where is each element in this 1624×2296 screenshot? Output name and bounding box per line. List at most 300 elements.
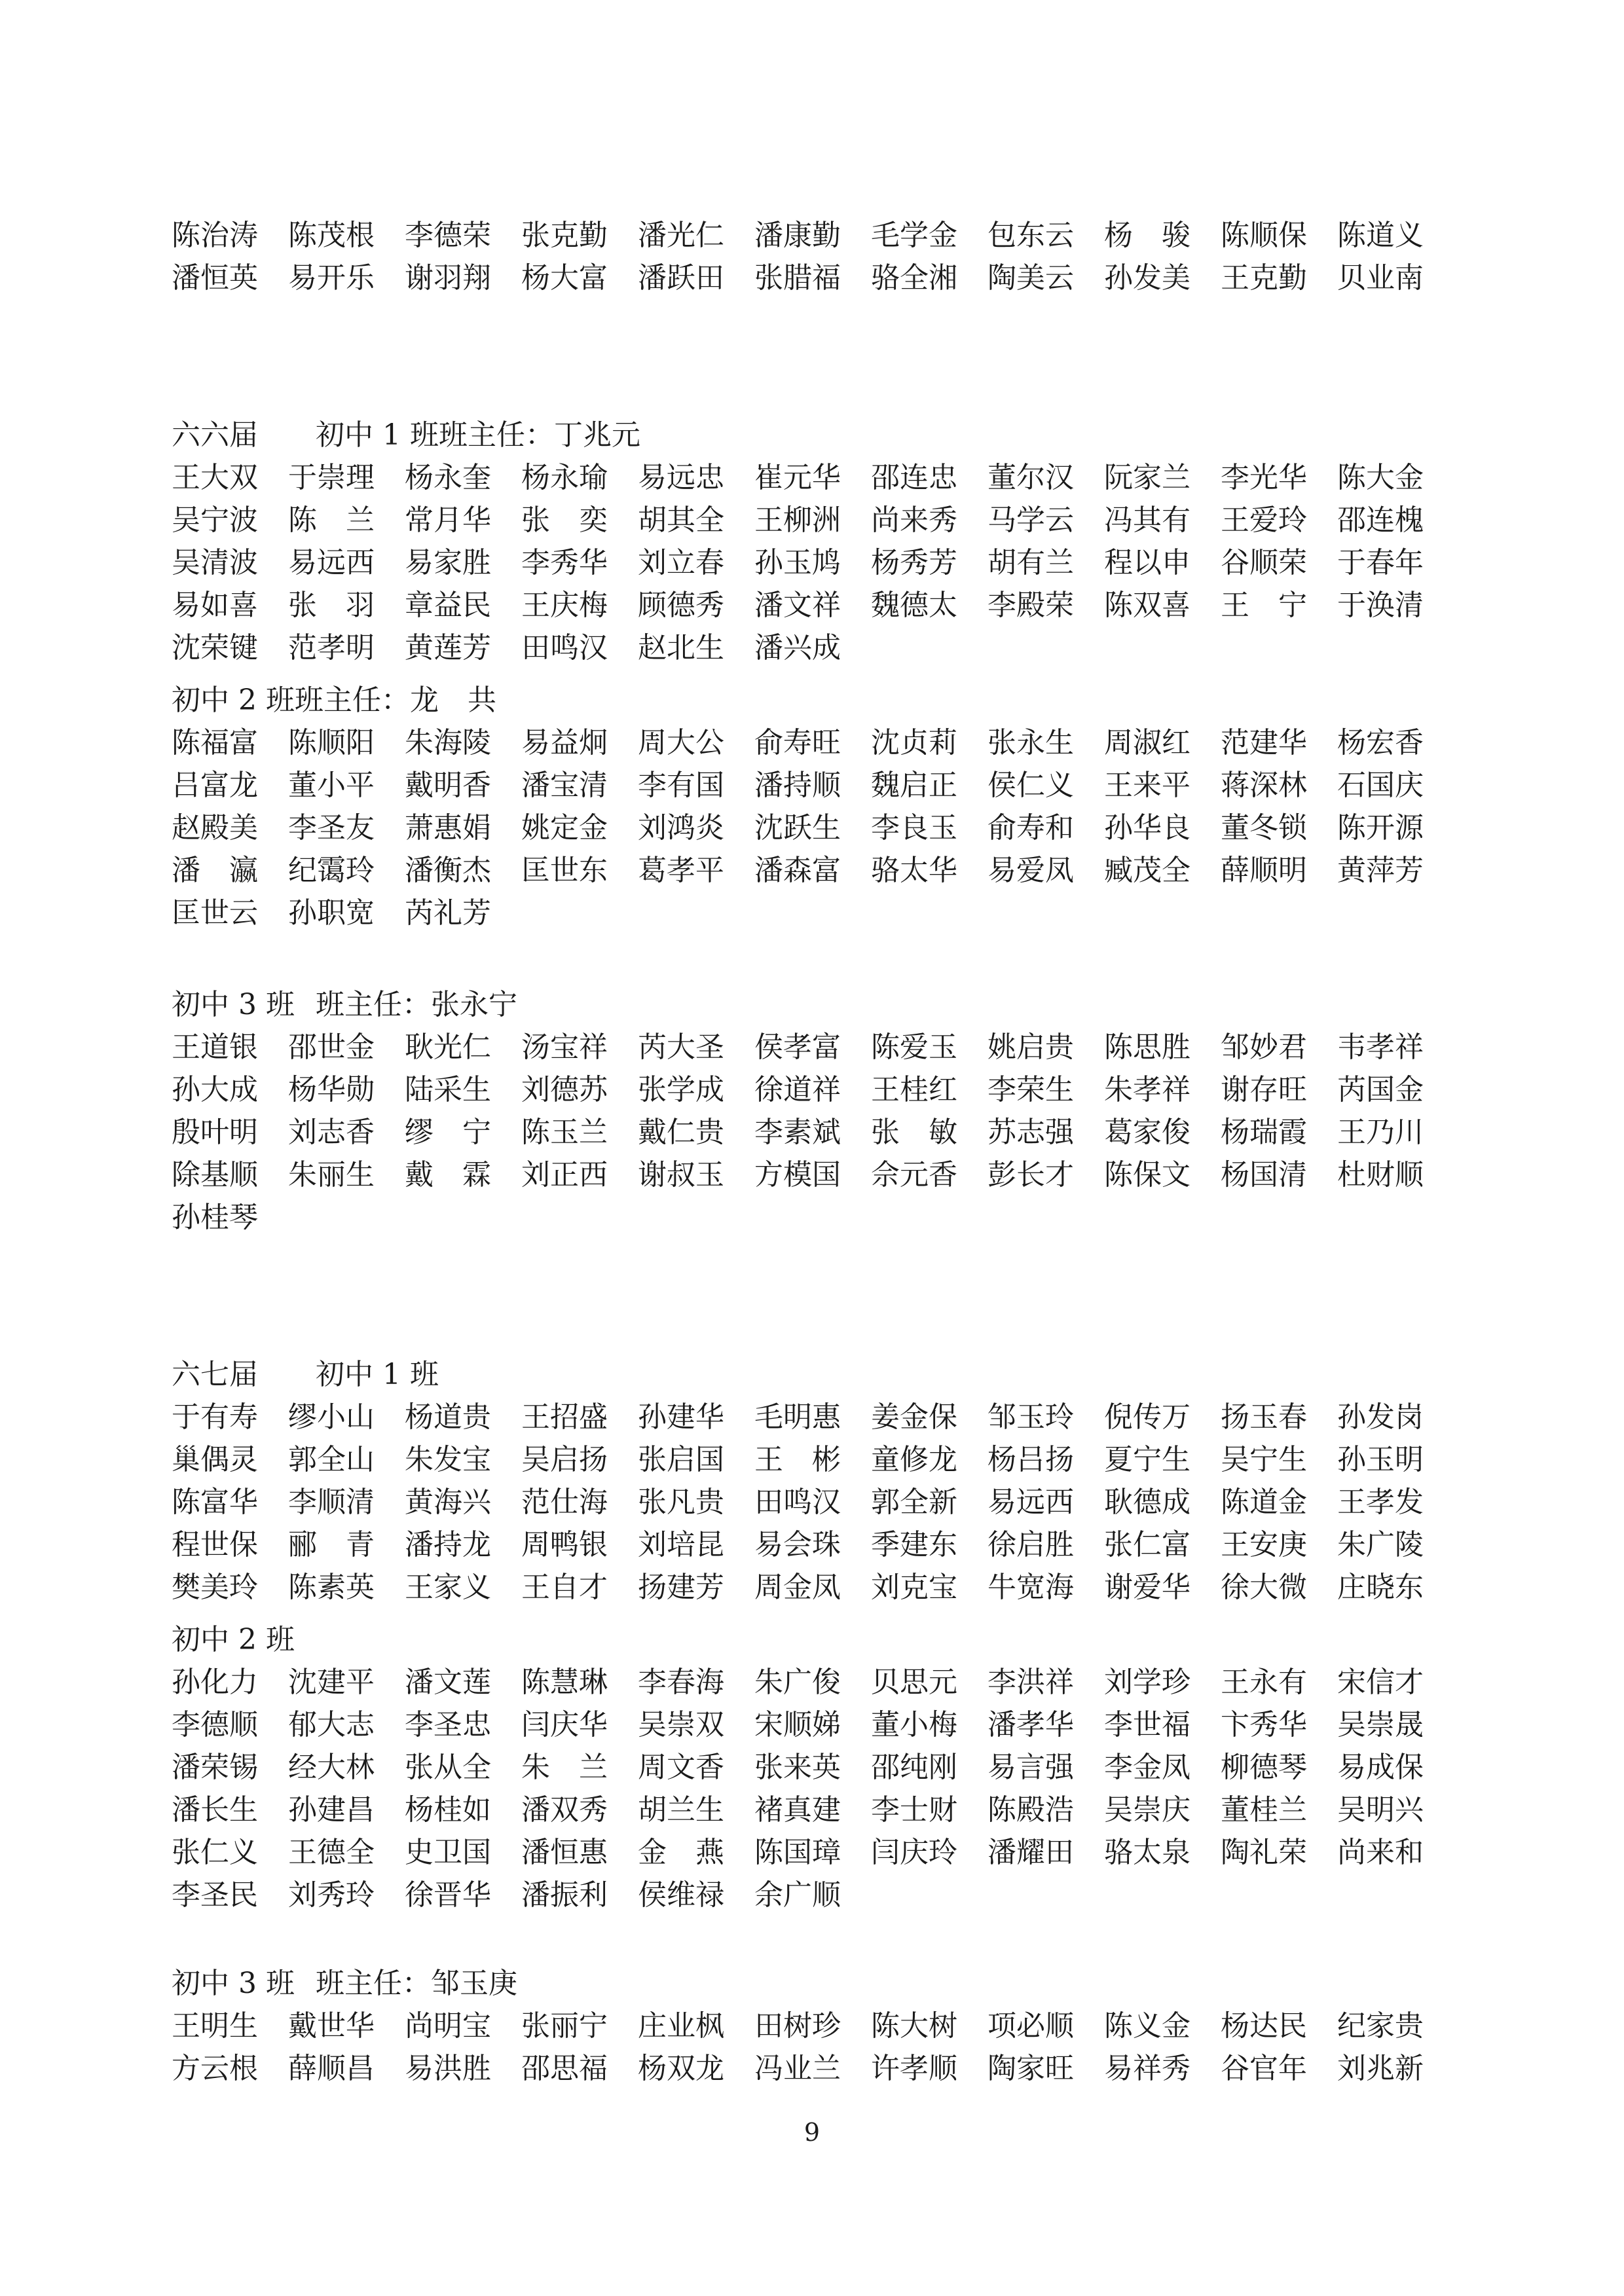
student-name: 史卫国 [405, 1836, 491, 1869]
student-name: 纪家贵 [1337, 2009, 1424, 2043]
name-row [172, 894, 521, 933]
student-name: 郦 青 [288, 1528, 375, 1561]
student-name: 夏宁生 [1104, 1443, 1190, 1476]
student-name: 李光华 [1221, 461, 1307, 494]
student-name: 陶家旺 [987, 2052, 1074, 2085]
student-name: 孙发岗 [1337, 1400, 1424, 1434]
student-name: 张 奕 [521, 503, 608, 537]
student-name: 潘荣锡 [172, 1751, 258, 1784]
student-name: 陈顺保 [1221, 219, 1307, 252]
student-name: 陈思胜 [1104, 1030, 1190, 1064]
student-name: 余广顺 [754, 1878, 841, 1912]
student-name: 彭长才 [987, 1158, 1074, 1192]
name-row [172, 259, 1454, 298]
student-name: 张 敏 [871, 1116, 957, 1149]
heading-class-label: 六七届 [172, 1358, 258, 1391]
student-name: 缪小山 [288, 1400, 375, 1434]
student-name: 孙化力 [172, 1666, 258, 1699]
name-row [172, 1198, 288, 1237]
student-name: 匡世云 [172, 896, 258, 930]
student-name: 郭全新 [871, 1485, 957, 1519]
student-name: 陈素英 [288, 1571, 375, 1604]
student-name: 潘文祥 [754, 589, 841, 622]
student-name: 包东云 [987, 219, 1074, 252]
student-name: 方云根 [172, 2052, 258, 2085]
student-name: 闫庆华 [521, 1708, 608, 1741]
student-name: 潘耀田 [987, 1836, 1074, 1869]
name-row [172, 586, 1454, 625]
student-name: 陶礼荣 [1221, 1836, 1307, 1869]
student-name: 陈爱玉 [871, 1030, 957, 1064]
student-name: 陈道义 [1337, 219, 1424, 252]
student-name: 季建东 [871, 1528, 957, 1561]
student-name: 戴明香 [405, 769, 491, 802]
student-name: 李荣生 [987, 1073, 1074, 1106]
student-name: 蒋深林 [1221, 769, 1307, 802]
student-name: 吴崇双 [638, 1708, 724, 1741]
student-name: 陈玉兰 [521, 1116, 608, 1149]
student-name: 张仁义 [172, 1836, 258, 1869]
student-name: 李圣友 [288, 811, 375, 845]
student-name: 殷叶明 [172, 1116, 258, 1149]
student-name: 范孝明 [288, 631, 375, 665]
student-name: 金 燕 [638, 1836, 724, 1869]
student-name: 薛顺昌 [288, 2052, 375, 2085]
student-name: 谢存旺 [1221, 1073, 1307, 1106]
student-name: 李有国 [638, 769, 724, 802]
student-name: 芮礼芳 [405, 896, 491, 930]
student-name: 佘元香 [871, 1158, 957, 1192]
student-name: 陈殿浩 [987, 1793, 1074, 1827]
student-name: 方模国 [754, 1158, 841, 1192]
student-name: 陈顺阳 [288, 726, 375, 759]
student-name: 易爱凤 [987, 854, 1074, 887]
student-name: 孙华良 [1104, 811, 1190, 845]
student-name: 董尔汉 [987, 461, 1074, 494]
student-name: 芮国金 [1337, 1073, 1424, 1106]
name-row [172, 1525, 1454, 1565]
name-row [172, 1876, 871, 1915]
student-name: 潘振利 [521, 1878, 608, 1912]
student-name: 张永生 [987, 726, 1074, 759]
name-row [172, 1070, 1454, 1110]
student-name: 周鸭银 [521, 1528, 608, 1561]
heading-class-label: 初中 2 班 [172, 1623, 295, 1656]
student-name: 贝思元 [871, 1666, 957, 1699]
student-name: 许孝顺 [871, 2052, 957, 2085]
student-name: 李德顺 [172, 1708, 258, 1741]
student-name: 张启国 [638, 1443, 724, 1476]
student-name: 沈建平 [288, 1666, 375, 1699]
section-heading [172, 681, 496, 720]
student-name: 潘 瀛 [172, 854, 258, 887]
student-name: 杨道贵 [405, 1400, 491, 1434]
student-name: 倪传万 [1104, 1400, 1190, 1434]
student-name: 易家胜 [405, 546, 491, 579]
student-name: 易远西 [288, 546, 375, 579]
student-name: 王爱玲 [1221, 503, 1307, 537]
student-name: 陈道金 [1221, 1485, 1307, 1519]
student-name: 刘克宝 [871, 1571, 957, 1604]
student-name: 宋信才 [1337, 1666, 1424, 1699]
student-name: 于涣清 [1337, 589, 1424, 622]
student-name: 李金凤 [1104, 1751, 1190, 1784]
student-name: 经大林 [288, 1751, 375, 1784]
student-name: 吕富龙 [172, 769, 258, 802]
student-name: 姜金保 [871, 1400, 957, 1434]
student-name: 刘秀玲 [288, 1878, 375, 1912]
student-name: 王庆梅 [521, 589, 608, 622]
student-name: 陈治涛 [172, 219, 258, 252]
student-name: 谢叔玉 [638, 1158, 724, 1192]
student-name: 田鸣汉 [754, 1485, 841, 1519]
student-name: 陈双喜 [1104, 589, 1190, 622]
student-name: 尚明宝 [405, 2009, 491, 2043]
student-name: 柳德琴 [1221, 1751, 1307, 1784]
student-name: 王桂红 [871, 1073, 957, 1106]
student-name: 易祥秀 [1104, 2052, 1190, 2085]
student-name: 张凡贵 [638, 1485, 724, 1519]
student-name: 潘恒英 [172, 261, 258, 295]
student-name: 孙大成 [172, 1073, 258, 1106]
student-name: 章益民 [405, 589, 491, 622]
student-name: 王来平 [1104, 769, 1190, 802]
name-row [172, 216, 1454, 255]
student-name: 杨国清 [1221, 1158, 1307, 1192]
name-row [172, 851, 1454, 890]
student-name: 杨瑞霞 [1221, 1116, 1307, 1149]
student-name: 张丽宁 [521, 2009, 608, 2043]
name-row [172, 1568, 1454, 1607]
student-name: 巢偶灵 [172, 1443, 258, 1476]
student-name: 潘恒惠 [521, 1836, 608, 1869]
student-name: 潘康勤 [754, 219, 841, 252]
student-name: 侯维禄 [638, 1878, 724, 1912]
student-name: 顾德秀 [638, 589, 724, 622]
student-name: 孙发美 [1104, 261, 1190, 295]
student-name: 朱丽生 [288, 1158, 375, 1192]
student-name: 范仕海 [521, 1485, 608, 1519]
section-heading [172, 985, 517, 1025]
student-name: 朱发宝 [405, 1443, 491, 1476]
student-name: 贝业南 [1337, 261, 1424, 295]
student-name: 刘德苏 [521, 1073, 608, 1106]
student-name: 陈富华 [172, 1485, 258, 1519]
heading-class-label: 六六届 [172, 418, 258, 452]
name-row [172, 809, 1454, 848]
student-name: 周淑红 [1104, 726, 1190, 759]
student-name: 陈开源 [1337, 811, 1424, 845]
student-name: 杨 骏 [1104, 219, 1190, 252]
student-name: 毛学金 [871, 219, 957, 252]
student-name: 沈贞莉 [871, 726, 957, 759]
student-name: 潘森富 [754, 854, 841, 887]
student-name: 萧惠娟 [405, 811, 491, 845]
student-name: 潘光仁 [638, 219, 724, 252]
student-name: 冯业兰 [754, 2052, 841, 2085]
page-number: 9 [803, 2118, 821, 2147]
student-name: 易远忠 [638, 461, 724, 494]
student-name: 范建华 [1221, 726, 1307, 759]
student-name: 邵纯刚 [871, 1751, 957, 1784]
heading-teacher-label: 初中 1 班班主任：丁兆元 [316, 418, 640, 452]
student-name: 潘跃田 [638, 261, 724, 295]
student-name: 谢羽翔 [405, 261, 491, 295]
name-row [172, 1483, 1454, 1522]
student-name: 易成保 [1337, 1751, 1424, 1784]
student-name: 田树珍 [754, 2009, 841, 2043]
student-name: 韦孝祥 [1337, 1030, 1424, 1064]
student-name: 张从全 [405, 1751, 491, 1784]
name-row [172, 1833, 1454, 1872]
student-name: 李士财 [871, 1793, 957, 1827]
student-name: 樊美玲 [172, 1571, 258, 1604]
heading-class-label: 初中 2 班班主任：龙 共 [172, 683, 496, 717]
student-name: 徐启胜 [987, 1528, 1074, 1561]
student-name: 除基顺 [172, 1158, 258, 1192]
student-name: 戴世华 [288, 2009, 375, 2043]
student-name: 刘培昆 [638, 1528, 724, 1561]
student-name: 李素斌 [754, 1116, 841, 1149]
student-name: 易洪胜 [405, 2052, 491, 2085]
student-name: 庄晓东 [1337, 1571, 1424, 1604]
student-name: 董桂兰 [1221, 1793, 1307, 1827]
student-name: 谷顺荣 [1221, 546, 1307, 579]
student-name: 王 宁 [1221, 589, 1307, 622]
student-name: 孙玉鸠 [754, 546, 841, 579]
student-name: 胡兰生 [638, 1793, 724, 1827]
student-name: 周金凤 [754, 1571, 841, 1604]
student-name: 王克勤 [1221, 261, 1307, 295]
student-name: 薛顺明 [1221, 854, 1307, 887]
student-name: 孙职宽 [288, 896, 375, 930]
name-row [172, 1663, 1454, 1702]
student-name: 杨华勋 [288, 1073, 375, 1106]
student-name: 刘立春 [638, 546, 724, 579]
student-name: 赵殿美 [172, 811, 258, 845]
student-name: 张 羽 [288, 589, 375, 622]
student-name: 童修龙 [871, 1443, 957, 1476]
student-name: 沈荣键 [172, 631, 258, 665]
student-name: 俞寿和 [987, 811, 1074, 845]
student-name: 纪霭玲 [288, 854, 375, 887]
student-name: 王 彬 [754, 1443, 841, 1476]
student-name: 刘鸿炎 [638, 811, 724, 845]
student-name: 戴仁贵 [638, 1116, 724, 1149]
student-name: 程以申 [1104, 546, 1190, 579]
name-row [172, 2049, 1454, 2088]
student-name: 尚来秀 [871, 503, 957, 537]
student-name: 宋顺娣 [754, 1708, 841, 1741]
student-name: 陈茂根 [288, 219, 375, 252]
student-name: 常月华 [405, 503, 491, 537]
student-name: 朱 兰 [521, 1751, 608, 1784]
section-heading [172, 1355, 439, 1394]
student-name: 邵思福 [521, 2052, 608, 2085]
student-name: 易会珠 [754, 1528, 841, 1561]
student-name: 郁大志 [288, 1708, 375, 1741]
student-name: 朱广陵 [1337, 1528, 1424, 1561]
student-name: 郭全山 [288, 1443, 375, 1476]
student-name: 王大双 [172, 461, 258, 494]
student-name: 牛宽海 [987, 1571, 1074, 1604]
student-name: 于崇理 [288, 461, 375, 494]
student-name: 谷官年 [1221, 2052, 1307, 2085]
student-name: 刘兆新 [1337, 2052, 1424, 2085]
student-name: 冯其有 [1104, 503, 1190, 537]
student-name: 孙桂琴 [172, 1201, 258, 1234]
student-name: 吴宁波 [172, 503, 258, 537]
name-row [172, 1028, 1454, 1067]
student-name: 庄业枫 [638, 2009, 724, 2043]
student-name: 毛明惠 [754, 1400, 841, 1434]
student-name: 黄海兴 [405, 1485, 491, 1519]
student-name: 胡其全 [638, 503, 724, 537]
student-name: 张学成 [638, 1073, 724, 1106]
student-name: 李顺清 [288, 1485, 375, 1519]
student-name: 魏启正 [871, 769, 957, 802]
student-name: 潘文莲 [405, 1666, 491, 1699]
student-name: 邵世金 [288, 1030, 375, 1064]
student-name: 陆采生 [405, 1073, 491, 1106]
student-name: 芮大圣 [638, 1030, 724, 1064]
student-name: 周文香 [638, 1751, 724, 1784]
heading-class-label: 初中 3 班 [172, 1967, 295, 2000]
student-name: 王孝发 [1337, 1485, 1424, 1519]
student-name: 徐大微 [1221, 1571, 1307, 1604]
student-name: 闫庆玲 [871, 1836, 957, 1869]
student-name: 邹玉玲 [987, 1400, 1074, 1434]
student-name: 徐道祥 [754, 1073, 841, 1106]
name-row [172, 458, 1454, 498]
student-name: 王柳洲 [754, 503, 841, 537]
student-name: 杨宏香 [1337, 726, 1424, 759]
student-name: 耿德成 [1104, 1485, 1190, 1519]
student-name: 陈国璋 [754, 1836, 841, 1869]
student-name: 董冬锁 [1221, 811, 1307, 845]
student-name: 李秀华 [521, 546, 608, 579]
student-name: 王家义 [405, 1571, 491, 1604]
student-name: 王乃川 [1337, 1116, 1424, 1149]
student-name: 刘正西 [521, 1158, 608, 1192]
student-name: 杨吕扬 [987, 1443, 1074, 1476]
name-row [172, 1705, 1454, 1745]
student-name: 张克勤 [521, 219, 608, 252]
student-name: 田鸣汉 [521, 631, 608, 665]
student-name: 潘双秀 [521, 1793, 608, 1827]
student-name: 张腊福 [754, 261, 841, 295]
student-name: 葛孝平 [638, 854, 724, 887]
student-name: 李圣忠 [405, 1708, 491, 1741]
student-name: 魏德太 [871, 589, 957, 622]
student-name: 易言强 [987, 1751, 1074, 1784]
student-name: 刘学珍 [1104, 1666, 1190, 1699]
section-heading [172, 1620, 295, 1660]
student-name: 汤宝祥 [521, 1030, 608, 1064]
student-name: 李德荣 [405, 219, 491, 252]
student-name: 潘持龙 [405, 1528, 491, 1561]
student-name: 石国庆 [1337, 769, 1424, 802]
student-name: 潘长生 [172, 1793, 258, 1827]
name-row [172, 629, 871, 668]
student-name: 吴清波 [172, 546, 258, 579]
student-name: 谢爱华 [1104, 1571, 1190, 1604]
student-name: 孙建昌 [288, 1793, 375, 1827]
student-name: 张来英 [754, 1751, 841, 1784]
student-name: 王安庚 [1221, 1528, 1307, 1561]
section-heading [172, 416, 640, 455]
student-name: 王德全 [288, 1836, 375, 1869]
student-name: 耿光仁 [405, 1030, 491, 1064]
student-name: 沈跃生 [754, 811, 841, 845]
heading-teacher-label: 班主任：张永宁 [316, 988, 517, 1021]
student-name: 李洪祥 [987, 1666, 1074, 1699]
heading-teacher-label: 班主任：邹玉庚 [316, 1967, 517, 2000]
name-row [172, 501, 1454, 540]
student-name: 戴 霖 [405, 1158, 491, 1192]
student-name: 胡有兰 [987, 546, 1074, 579]
student-name: 于有寿 [172, 1400, 258, 1434]
student-name: 邹妙君 [1221, 1030, 1307, 1064]
student-name: 吴崇晟 [1337, 1708, 1424, 1741]
student-name: 侯仁义 [987, 769, 1074, 802]
name-row [172, 1398, 1454, 1437]
student-name: 王招盛 [521, 1400, 608, 1434]
student-name: 杨永瑜 [521, 461, 608, 494]
student-name: 王自才 [521, 1571, 608, 1604]
name-row [172, 543, 1454, 583]
section-heading [172, 1964, 517, 2003]
student-name: 卞秀华 [1221, 1708, 1307, 1741]
student-name: 孙玉明 [1337, 1443, 1424, 1476]
student-name: 赵北生 [638, 631, 724, 665]
student-name: 姚定金 [521, 811, 608, 845]
student-name: 潘持顺 [754, 769, 841, 802]
student-name: 王明生 [172, 2009, 258, 2043]
student-name: 陈慧琳 [521, 1666, 608, 1699]
student-name: 黄萍芳 [1337, 854, 1424, 887]
student-name: 葛家俊 [1104, 1116, 1190, 1149]
student-name: 董小梅 [871, 1708, 957, 1741]
student-name: 王道银 [172, 1030, 258, 1064]
student-name: 杜财顺 [1337, 1158, 1424, 1192]
student-name: 徐晋华 [405, 1878, 491, 1912]
name-row [172, 1748, 1454, 1787]
student-name: 匡世东 [521, 854, 608, 887]
student-name: 李春海 [638, 1666, 724, 1699]
student-name: 扬玉春 [1221, 1400, 1307, 1434]
student-name: 阮家兰 [1104, 461, 1190, 494]
name-row [172, 1156, 1454, 1195]
student-name: 王永有 [1221, 1666, 1307, 1699]
student-name: 杨大富 [521, 261, 608, 295]
student-name: 张仁富 [1104, 1528, 1190, 1561]
student-name: 陈保文 [1104, 1158, 1190, 1192]
student-name: 潘兴成 [754, 631, 841, 665]
name-row [172, 2007, 1454, 2046]
student-name: 项必顺 [987, 2009, 1074, 2043]
heading-class-label: 初中 3 班 [172, 988, 295, 1021]
student-name: 杨秀芳 [871, 546, 957, 579]
student-name: 易开乐 [288, 261, 375, 295]
student-name: 苏志强 [987, 1116, 1074, 1149]
student-name: 杨双龙 [638, 2052, 724, 2085]
student-name: 孙建华 [638, 1400, 724, 1434]
student-name: 于春年 [1337, 546, 1424, 579]
student-name: 程世保 [172, 1528, 258, 1561]
name-row [172, 766, 1454, 805]
student-name: 刘志香 [288, 1116, 375, 1149]
